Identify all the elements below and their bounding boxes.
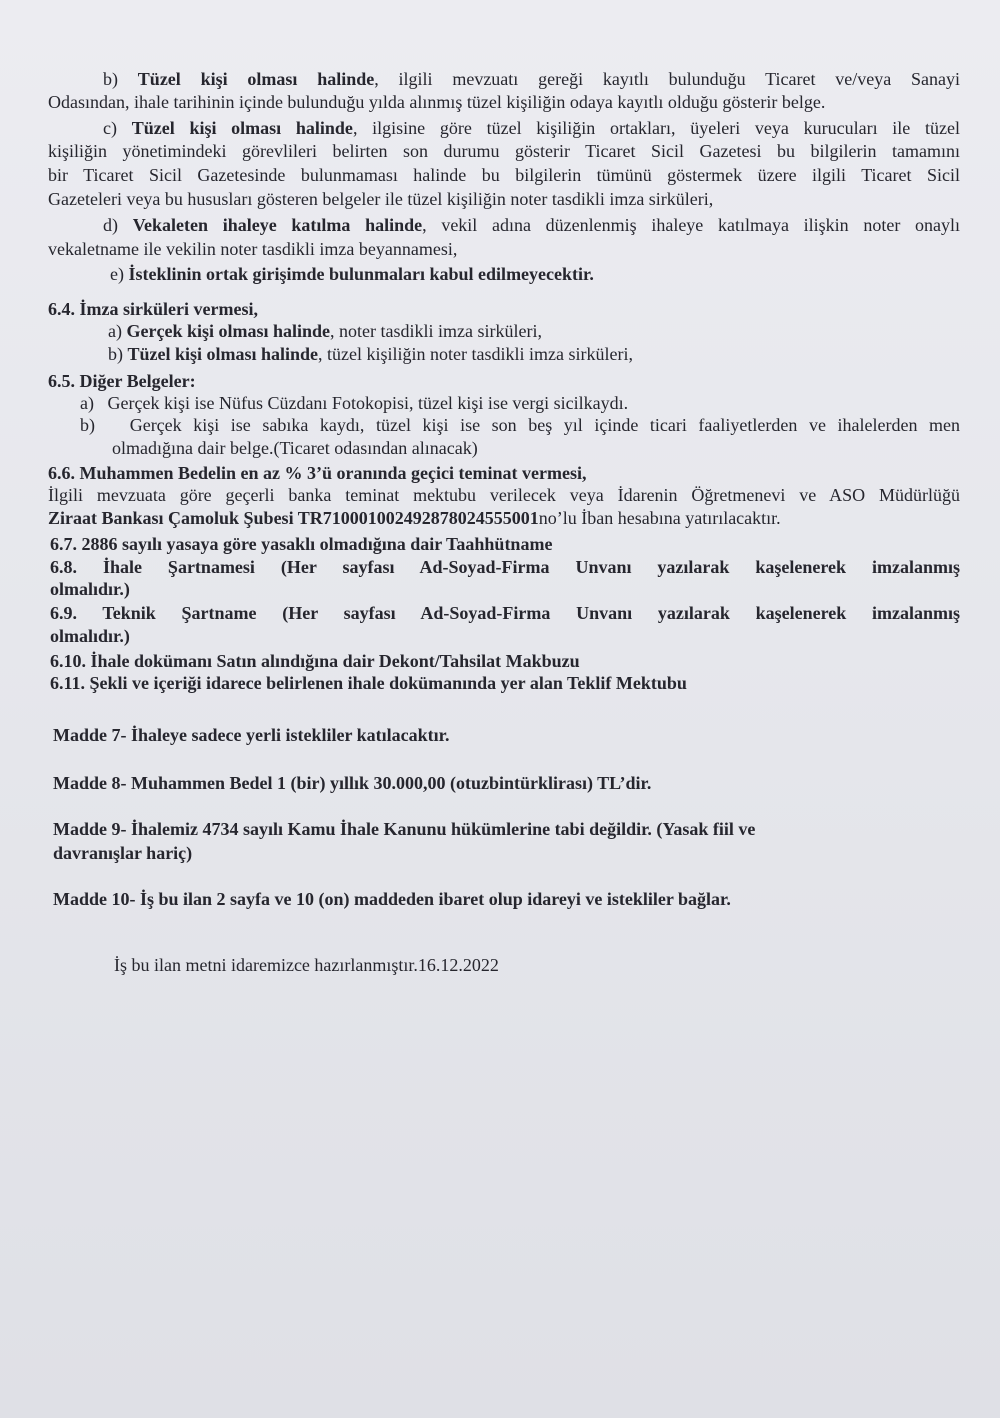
section-6-4-heading: 6.4. İmza sirküleri vermesi, — [48, 299, 258, 319]
item-d-line-2: vekaletname ile vekilin noter tasdikli imza beyannamesi, — [48, 239, 458, 259]
section-6-6-bank-line: Ziraat Bankası Çamoluk Şubesi TR710001002492878024555001no’lu İban hesabına yatırılacaktır. — [48, 508, 781, 528]
item-e: e) İsteklinin ortak girişimde bulunmaları kabul edilmeyecektir. — [110, 264, 594, 284]
article-8: Madde 8- Muhammen Bedel 1 (bir) yıllık 30.000,00 (otuzbintürklirası) TL’dir. — [53, 773, 652, 793]
section-6-5-a: a) Gerçek kişi ise Nüfus Cüzdanı Fotokopisi, tüzel kişi ise vergi sicilkaydı. — [80, 393, 629, 413]
section-6-8-line-1: 6.8. İhale Şartnamesi (Her sayfası Ad-Soyad-Firma Unvanı yazılarak kaşelenerek imzalanmış — [50, 557, 960, 577]
section-6-5-heading: 6.5. Diğer Belgeler: — [48, 371, 196, 391]
section-6-9-line-2: olmalıdır.) — [50, 626, 130, 646]
article-9-line-1: Madde 9- İhalemiz 4734 sayılı Kamu İhale Kanunu hükümlerine tabi değildir. (Yasak fiil ve — [53, 819, 756, 839]
section-6-5-b-line-1: b) Gerçek kişi ise sabıka kaydı, tüzel kişi ise son beş yıl içinde ticari faaliyetlerden ve ihalelerden men — [80, 415, 961, 435]
section-6-4-b: b) Tüzel kişi olması halinde, tüzel kişiliğin noter tasdikli imza sirküleri, — [108, 344, 633, 364]
closing-statement: İş bu ilan metni idaremizce hazırlanmıştır.16.12.2022 — [114, 955, 499, 975]
item-b-line-1: b) Tüzel kişi olması halinde, ilgili mevzuatı gereği kayıtlı bulunduğu Ticaret ve/veya Sanayi — [103, 69, 961, 89]
item-c-line-4: Gazeteleri veya bu hususları gösteren belgeler ile tüzel kişiliğin noter tasdikli imza sirküleri, — [48, 189, 714, 209]
section-6-7: 6.7. 2886 sayılı yasaya göre yasaklı olmadığına dair Taahhütname — [50, 534, 553, 554]
item-c-line-3: bir Ticaret Sicil Gazetesinde bulunmaması halinde bu bilgilerin tümünü göstermek üzere ilgili Ticaret Sicil — [48, 165, 960, 185]
item-c-line-2: kişiliğin yönetimindeki görevlileri belirten son durumu gösterir Ticaret Sicil Gazetesi bu bilgilerin tamamını — [48, 141, 960, 161]
item-d-line-1: d) Vekaleten ihaleye katılma halinde, vekil adına düzenlenmiş ihaleye katılmaya ilişkin noter onaylı — [103, 215, 961, 235]
section-6-9-line-1: 6.9. Teknik Şartname (Her sayfası Ad-Soyad-Firma Unvanı yazılarak kaşelenerek imzalanmış — [50, 603, 960, 623]
article-7: Madde 7- İhaleye sadece yerli istekliler katılacaktır. — [53, 725, 450, 745]
section-6-11: 6.11. Şekli ve içeriği idarece belirlenen ihale dokümanında yer alan Teklif Mektubu — [50, 673, 687, 693]
item-b-line-2: Odasından, ihale tarihinin içinde bulunduğu yılda alınmış tüzel kişiliğin odaya kayıtlı olduğu gösterir belge. — [48, 92, 826, 112]
section-6-4-a: a) Gerçek kişi olması halinde, noter tasdikli imza sirküleri, — [108, 321, 542, 341]
item-c-line-1: c) Tüzel kişi olması halinde, ilgisine göre tüzel kişiliğin ortakları, üyeleri veya kurucuları ile tüzel — [103, 118, 961, 138]
article-9-line-2: davranışlar hariç) — [53, 843, 193, 863]
section-6-10: 6.10. İhale dokümanı Satın alındığına dair Dekont/Tahsilat Makbuzu — [50, 651, 580, 671]
article-10: Madde 10- İş bu ilan 2 sayfa ve 10 (on) maddeden ibaret olup idareyi ve istekliler bağlar. — [53, 889, 731, 909]
section-6-6-heading: 6.6. Muhammen Bedelin en az % 3’ü oranında geçici teminat vermesi, — [48, 463, 587, 483]
section-6-8-line-2: olmalıdır.) — [50, 579, 130, 599]
section-6-5-b-line-2: olmadığına dair belge.(Ticaret odasından alınacak) — [112, 438, 478, 458]
section-6-6-line-1: İlgili mevzuata göre geçerli banka teminat mektubu verilecek veya İdarenin Öğretmenevi ve ASO Müdürlüğü — [48, 485, 960, 505]
